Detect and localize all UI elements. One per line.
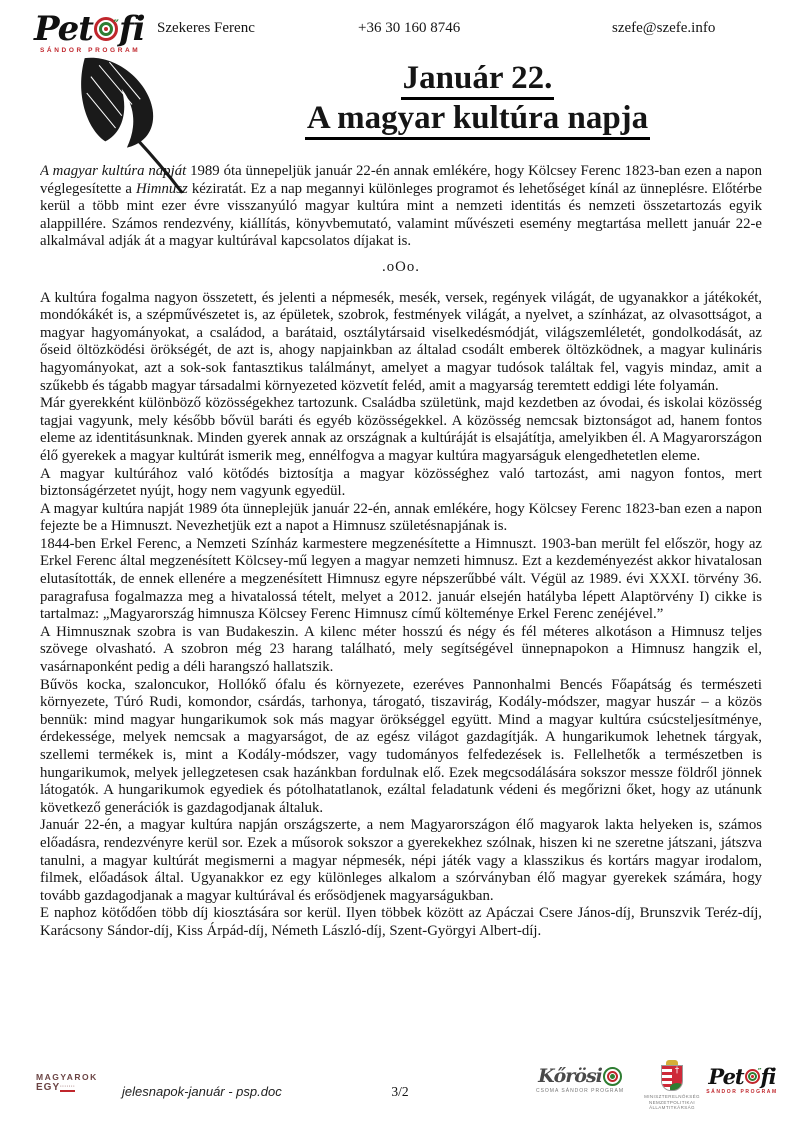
body-paragraphs [40,290,762,941]
petofi-logo-subtitle: SÁNDOR PROGRAM [40,47,141,54]
document-title [165,58,790,138]
magyarok-logo-smalltext: ······· [60,1084,76,1090]
ministry-logo-line2: NEMZETPOLITIKAI ÁLLAMTITKÁRSÁG [648,1099,695,1110]
petofi-footer-wordmark: Pet ″ fi [708,1064,776,1089]
title-line-2: A magyar kultúra napja [305,100,650,140]
hungary-coat-of-arms-icon: † [661,1065,683,1091]
petofi-target-icon-small: ″ [745,1069,760,1084]
paragraph: 1844-ben Erkel Ferenc, a Nemzeti Színház karmestere megzenésítette a Himnuszt. 1903-ban merült fel először, hogy az Erkel Ferenc által megzenésített Kölcsey-mű legyen a magyar nemzeti himnusz. Ezt a kezdeményezést akkor hivatalosan elutasították, de ennek ellenére a megzenésített Himnusz egyre népszerűbbé vált. Végül az 1989. évi XXXI. törvény 36. paragrafusa fogalmazza meg a hivatalossá tételt, melyet a 2012. január elsején hatályba lépett Alaptörvény I) cikke is tartalmaz: „Magyarország himnusza Kölcsey Ferenc Himnusz című költeménye Erkel Ferenc zenéjével.” [40,535,762,623]
document-filename: jelesnapok-január - psp.doc [122,1084,282,1099]
korosi-logo-wordmark: Kőrösi [520,1066,640,1086]
title-line-1: Január 22. [401,60,555,100]
korosi-spiral-icon [603,1067,622,1086]
contact-phone: +36 30 160 8746 [358,20,461,36]
korosi-logo-subtitle: CSOMA SÁNDOR PROGRAM [535,1088,625,1094]
lead-paragraph: A magyar kultúra napját 1989 óta ünnepeljük január 22-én annak emlékére, hogy Kölcsey Ferenc 1823-ban ezen a napon véglegesítette a Himnusz kéziratát. Ez a nap megannyi különleges programot és lehetőséget kínál az ünneplésre. Előtérbe kerül a több mint ezer évre visszanyúló magyar kultúra mint a nemzeti identitás és nemzeti összetartozás egyik alappillére. Számos rendezvény, kiállítás, könyvbemutató, valamint művészeti esemény megtartása mellett január 22-e alkalmával adják át a magyar kultúrával kapcsolatos díjakat is. [40,163,762,250]
document-body [40,163,762,941]
magyarok-logo-line1: MAGYAROK [36,1072,98,1082]
logo-text-post: fi [119,9,145,49]
paragraph: Már gyerekként különböző közösségekhez tartozunk. Családba születünk, majd kezdetben az óvodai, és iskolai közösség tagjai vagyunk, mely később bővül baráti és egyéb közösségekkel. A közösség nemcsak biztonságot ad, hanem fontos eleme az identitásunknak. Minden gyerek annak az országnak a kultúráját is elsajátítja, amelyikben él. A Magyarországon élő gyerekek a magyar kultúrát ismerik meg, ennélfogva a magyar kultúra magyarságuk elengedhetetlen eleme. [40,395,762,464]
contact-email: szefe@szefe.info [612,20,716,36]
paragraph: A magyar kultúra napját 1989 óta ünneplejük január 22-én, annak emlékére, hogy Kölcsey Ferenc 1823-ban ezen a napon fejezte be a Himnuszt. Nevezhetjük ezt a napot a Himnusz születésnapjának is. [40,500,762,535]
paragraph: E naphoz kötődően több díj kiosztására sor kerül. Ilyen többek között az Apáczai Csere János-díj, Brunszvik Teréz-díj, Karácsony Sándor-díj, Kiss Árpád-díj, Németh László-díj, Szent-Györgyi Albert-díj. [40,905,762,939]
korosi-program-logo [520,1066,640,1094]
magyarok-logo-line2: EGY [36,1082,61,1093]
section-separator: .oOo. [382,258,420,275]
paragraph: Bűvös kocka, szaloncukor, Hollókő ófalu és környezete, ezeréves Pannonhalmi Bencés Főapátság és természeti környezete, Túró Rudi, komondor, csárdás, tarhonya, tárogató, tiszavirág, Kodály-módszer, magyar huszár – a közös bennük: mind magyar hungarikumok sok más magyar örökséggel együtt. Mind a magyar kultúra csúcsteljesítménye, érdekessége, melyek nemcsak a magyarságot, de az egész világot gazdagítják. A hungarikumok lehetnek tárgyak, szellemi termékek is, mint a Kodály-módszer, vagy tudományos felfedezések is. Fellelhetők a természetben is hungarikumok, melyek jellegzetesen csak hazánkban fordulnak elő. Ezek megcsodálására sokszor messze földről jönnek látogatók. A hungarikumok egyediek és pótolhatatlanok, ezáltal feladatunk védeni és megőrizni őket, hogy az utánunk következő generációk is gazdagodjanak általuk. [40,676,762,816]
petofi-program-logo [34,9,164,54]
ministry-logo-line1: MINISZTERELNÖKSÉG [644,1094,700,1099]
petofi-footer-logo [692,1066,792,1095]
paragraph: A kultúra fogalma nagyon összetett, és jelenti a népmesék, mesék, versek, regények világát, de ugyanakkor a játékokét, mondókákét is, a szépművészetet is, az épületek, szobrok, festmények világát, a nyelvet, a színházat, az olvasottságot, a magyar hagyományokat, a családod, a barátaid, osztálytársaid viselkedésmódját, világszemléletét, gondolkodását, az őseid öltözködési örökségét, de azt is, ahogy napjainkban az általad csodált emberek öltözködnek, a magyar kulináris hagyományokat, azt a sok-sok fantasztikus találmányt, amelyet a magyar tudósok találtak fel, vagyis mindaz, amit a szűkebb és tágabb magyar társadalmi környezeted közvetít feléd, amit a magyarság teremtett eddigi léte folyamán. [40,289,762,394]
petofi-target-icon: ″ [94,17,118,41]
petofi-footer-subtitle: SÁNDOR PROGRAM [706,1089,778,1095]
contact-name: Szekeres Ferenc [157,20,255,36]
paragraph: A magyar kultúrához való kötődés biztosítja a magyar közösséghez való tartozást, ami nagyon fontos, mert biztonságérzetet nyújt, hogy nem vagyunk egyedül. [40,465,762,500]
paragraph: A Himnusznak szobra is van Budakeszin. A kilenc méter hosszú és négy és fél méteres alkotáson a Himnusz teljes szövege olvasható. A szobron még 23 harang található, mely segítségével ünnepnapokon a Himnusz hangzik el, vasárnaponként pedig a déli harangszó hallatszik. [40,623,762,676]
logo-text-pre: Pet [34,9,93,49]
paragraph: Január 22-én, a magyar kultúra napján országszerte, a nem Magyarországon élő magyarok lakta helyeken is, számos előadásra, rendezvényre kerül sor. Ezek a műsorok sokszor a gyerekekhez szólnak, hiszen ki ne szeretne játszani, játszva tanulni, a magyar kultúrát megismerni a magyar népmesék, népi játék vagy a klasszikus és kortárs magyar irodalom, filmek, előadások által. Ugyanakkor ez egy különleges alkalom a szórványban élő magyar gyerekek számára, hogy tovább gazdagodjanak a magyar kultúrával és erősödjenek magyarságukban. [40,817,762,904]
page-footer [0,1060,800,1132]
page-number: 3/2 [391,1084,409,1099]
petofi-logo-wordmark [34,9,164,49]
